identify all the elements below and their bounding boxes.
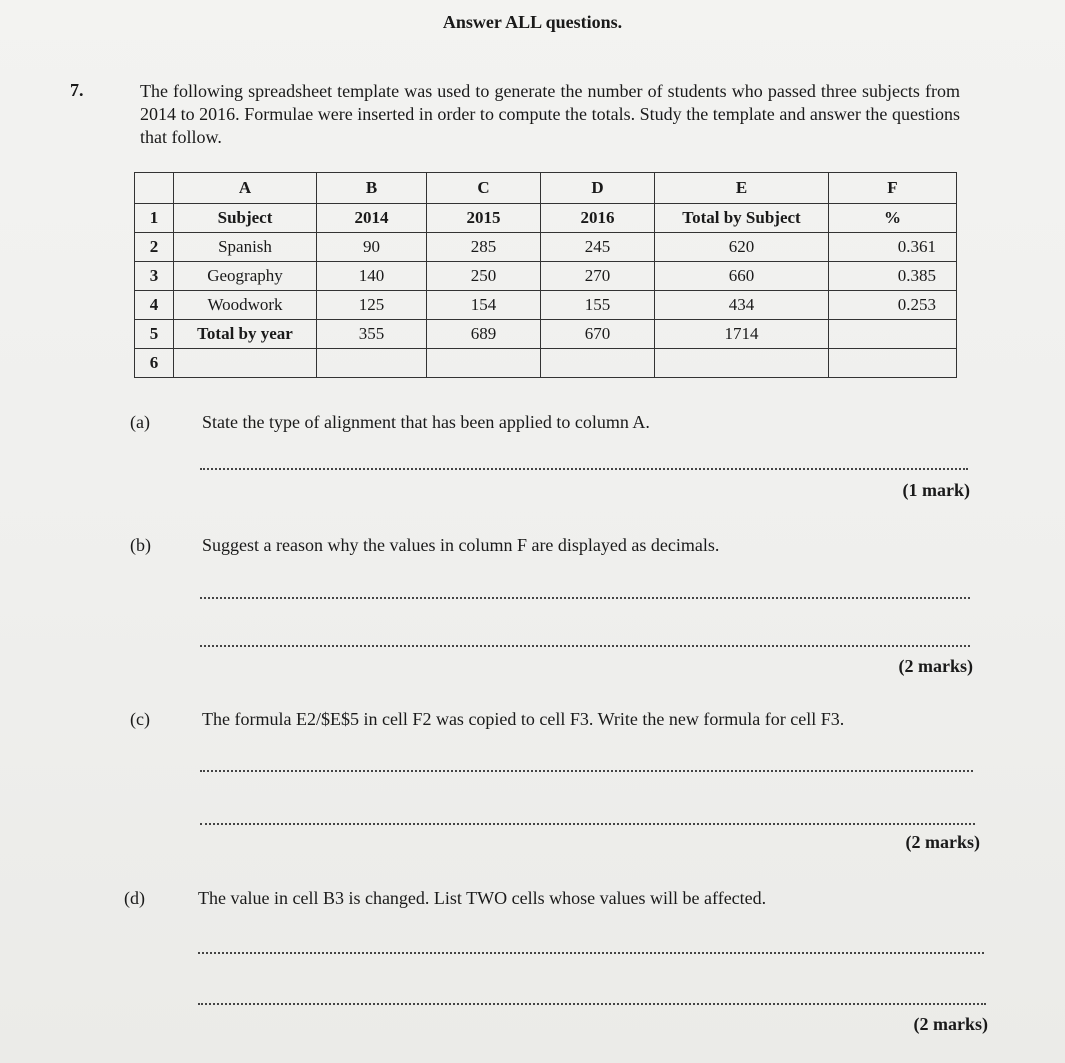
table-cell: [655, 349, 829, 378]
table-cell: [541, 349, 655, 378]
answer-line[interactable]: [198, 1003, 986, 1005]
table-cell: 434: [655, 291, 829, 320]
question-intro: The following spreadsheet template was used to generate the number of students who passed three subjects from 2014 to 2016. Formulae were inserted in order to compute the totals. Study the template and answer the questions that follow.: [140, 81, 960, 147]
table-row: [135, 320, 957, 349]
table-cell: 155: [541, 291, 655, 320]
part-label: (c): [130, 709, 150, 729]
table-cell: 270: [541, 262, 655, 291]
row-number: 1: [135, 204, 174, 233]
row-number: 5: [135, 320, 174, 349]
table-cell: [829, 320, 957, 349]
table-cell: 140: [317, 262, 427, 291]
table-cell: 0.385: [829, 262, 957, 291]
row-number: 6: [135, 349, 174, 378]
table-cell: %: [829, 204, 957, 233]
part-text: The formula E2/$E$5 in cell F2 was copied to cell F3. Write the new formula for cell F3.: [202, 709, 845, 729]
table-cell: 2016: [541, 204, 655, 233]
table-row: [135, 349, 957, 378]
table-cell: 0.361: [829, 233, 957, 262]
table-cell: Total by Subject: [655, 204, 829, 233]
table-cell: 689: [427, 320, 541, 349]
answer-line[interactable]: [200, 645, 970, 647]
answer-line[interactable]: [200, 468, 968, 470]
marks-label: (2 marks): [913, 1014, 988, 1034]
part-text: The value in cell B3 is changed. List TWO cells whose values will be affected.: [198, 888, 767, 908]
table-row: [135, 262, 957, 291]
table-cell: 620: [655, 233, 829, 262]
table-cell: [427, 349, 541, 378]
row-number: 4: [135, 291, 174, 320]
answer-line[interactable]: [200, 823, 975, 825]
part-label: (a): [130, 412, 150, 432]
table-cell: Geography: [174, 262, 317, 291]
table-cell: [829, 349, 957, 378]
row-number: 2: [135, 233, 174, 262]
table-cell: 670: [541, 320, 655, 349]
table-cell: 2014: [317, 204, 427, 233]
table-cell: [174, 349, 317, 378]
table-row: [135, 204, 957, 233]
table-row: [135, 291, 957, 320]
table-cell: [317, 349, 427, 378]
column-header: B: [317, 173, 427, 204]
spreadsheet-table: [134, 172, 957, 378]
corner-cell: [135, 173, 174, 204]
page-title: Answer ALL questions.: [442, 12, 623, 32]
table-cell: Spanish: [174, 233, 317, 262]
table-cell: 0.253: [829, 291, 957, 320]
table-cell: 90: [317, 233, 427, 262]
part-text: Suggest a reason why the values in column F are displayed as decimals.: [202, 535, 720, 555]
table-cell: Subject: [174, 204, 317, 233]
column-header: A: [174, 173, 317, 204]
column-header: F: [829, 173, 957, 204]
part-text: State the type of alignment that has been applied to column A.: [202, 412, 650, 432]
table-cell: 285: [427, 233, 541, 262]
marks-label: (2 marks): [898, 656, 973, 676]
table-cell: 1714: [655, 320, 829, 349]
table-cell: 154: [427, 291, 541, 320]
part-label: (d): [124, 888, 145, 908]
table-cell: 660: [655, 262, 829, 291]
column-header-row: [135, 173, 957, 204]
answer-line[interactable]: [200, 770, 973, 772]
table-cell: 250: [427, 262, 541, 291]
column-header: D: [541, 173, 655, 204]
table-cell: 2015: [427, 204, 541, 233]
table-cell: 355: [317, 320, 427, 349]
column-header: E: [655, 173, 829, 204]
column-header: C: [427, 173, 541, 204]
table-cell: Woodwork: [174, 291, 317, 320]
answer-line[interactable]: [198, 952, 984, 954]
row-number: 3: [135, 262, 174, 291]
table-cell: Total by year: [174, 320, 317, 349]
table-row: [135, 233, 957, 262]
table-cell: 245: [541, 233, 655, 262]
marks-label: (2 marks): [905, 832, 980, 852]
table-cell: 125: [317, 291, 427, 320]
answer-line[interactable]: [200, 597, 970, 599]
question-number: 7.: [70, 80, 84, 100]
part-label: (b): [130, 535, 151, 555]
marks-label: (1 mark): [902, 480, 970, 500]
